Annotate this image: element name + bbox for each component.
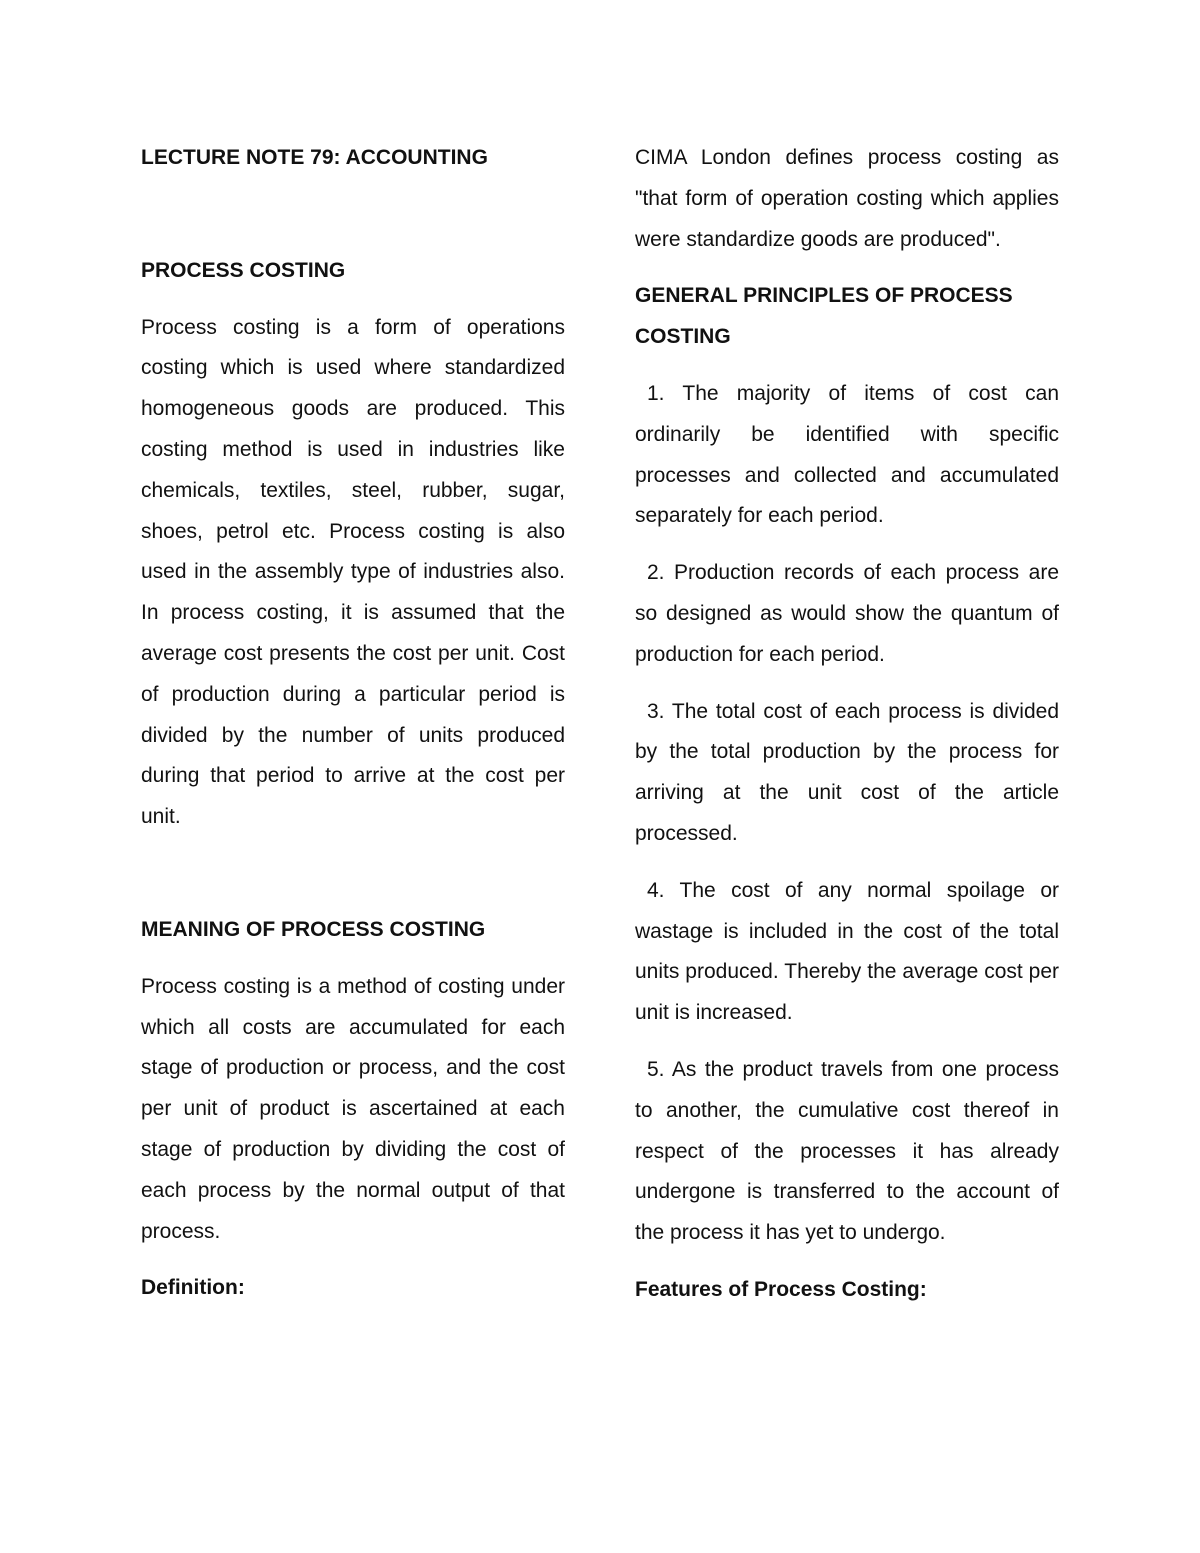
definition-paragraph: CIMA London defines process costing as "that form of operation costing which applies were standardize goods are produced". <box>635 146 1059 251</box>
right-column <box>635 138 1059 1311</box>
principle-item-1: 1. The majority of items of cost can ordinarily be identified with specific processes and collected and accumulated separately for each period. <box>635 381 1059 528</box>
left-column <box>141 138 565 1309</box>
section-heading-process-costing: PROCESS COSTING <box>141 258 346 282</box>
meaning-paragraph: Process costing is a method of costing under which all costs are accumulated for each stage of production or process, and the cost per unit of product is ascertained at each stage of production by dividing the cost of each process by the normal output of that process. <box>141 974 565 1243</box>
section-heading-meaning: MEANING OF PROCESS COSTING <box>141 917 486 941</box>
features-heading: Features of Process Costing: <box>635 1277 927 1301</box>
section-heading-general-principles: GENERAL PRINCIPLES OF PROCESS COSTING <box>635 284 1013 349</box>
principle-item-5: 5. As the product travels from one process to another, the cumulative cost thereof in respect of the processes it has already undergone is transferred to the account of the process it has yet to undergo. <box>635 1057 1059 1245</box>
principle-item-3: 3. The total cost of each process is divided by the total production by the process for arriving at the unit cost of the article processed. <box>635 699 1059 845</box>
principle-item-4: 4. The cost of any normal spoilage or wastage is included in the cost of the total units produced. Thereby the average cost per unit is increased. <box>635 878 1059 1025</box>
page-title: LECTURE NOTE 79: ACCOUNTING <box>141 146 488 169</box>
principle-item-2: 2. Production records of each process are so designed as would show the quantum of production for each period. <box>635 561 1059 666</box>
process-costing-paragraph: Process costing is a form of operations costing which is used where standardized homogeneous goods are produced. This costing method is used in industries like chemicals, textiles, steel, rubber, sugar, shoes, petrol etc. Process costing is also used in the assembly type of industries also. In process costing, it is assumed that the average cost presents the cost per unit. Cost of production during a particular period is divided by the number of units produced during that period to arrive at the cost per unit. <box>141 315 565 829</box>
definition-heading: Definition: <box>141 1276 245 1300</box>
